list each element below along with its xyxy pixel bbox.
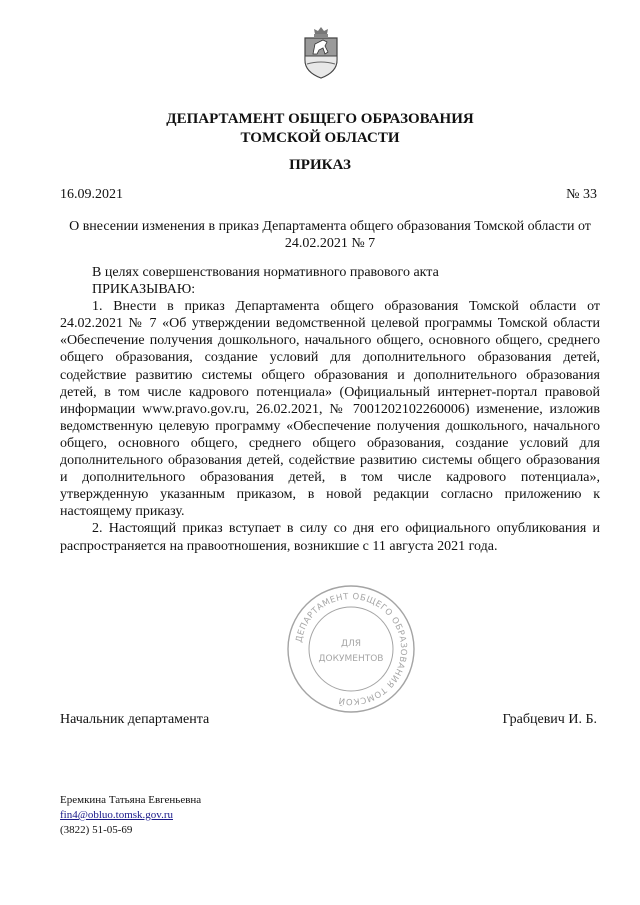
order-body [60, 264, 600, 555]
official-stamp [285, 583, 417, 715]
department-title-line2: ТОМСКОЙ ОБЛАСТИ [240, 130, 400, 146]
signatory-name: Грабцевич И. Б. [502, 712, 597, 727]
order-date: 16.09.2021 [60, 187, 123, 202]
executor-phone: (3822) 51-05-69 [60, 824, 133, 836]
coat-of-arms-emblem [301, 26, 341, 80]
item-1: 1. Внести в приказ Департамента общего образования Томской области от 24.02.2021 № 7 «Об утверждении ведомственной целевой программы Томской области «Обеспечение получения дошкольного, начального общего, основного общего, среднего общего образования, создание условий для дополнительного образования детей, содействие развитию системы общего образования и дополнительного образования детей, в том числе кадрового потенциала» (Официальный интернет-портал правовой информации www.pravo.gov.ru, 26.02.2021, № 7001202102260006) изменение, изложив ведомственную целевую программу «Обеспечение получения дошкольного, начального общего, основного общего, среднего общего образования, создание условий для дополнительного образования детей, содействие развитию системы общего образования и дополнительного образования детей, в том числе кадрового потенциала», утвержденную указанным приказом, в новой редакции согласно приложению к настоящему приказу. [60, 299, 600, 520]
executor-block [60, 793, 201, 838]
order-word: ПРИКАЗЫВАЮ: [92, 282, 196, 298]
item-2: 2. Настоящий приказ вступает в силу со дня его официального опубликования и распространяется на правоотношения, возникшие с 11 августа 2021 года. [60, 521, 600, 554]
department-title-line1: ДЕПАРТАМЕНТ ОБЩЕГО ОБРАЗОВАНИЯ [166, 111, 474, 127]
stamp-center-line1: ДЛЯ [340, 639, 362, 649]
order-subject: О внесении изменения в приказ Департамента общего образования Томской области от 24.02.2021 № 7 [69, 219, 591, 251]
document-type-title: ПРИКАЗ [289, 157, 351, 173]
stamp-center-line2: ДОКУМЕНТОВ [318, 654, 384, 664]
stamp-ring-text: ДЕПАРТАМЕНТ ОБЩЕГО ОБРАЗОВАНИЯ ТОМСКОЙ [294, 591, 409, 707]
signatory-position: Начальник департамента [60, 712, 210, 727]
executor-name: Еремкина Татьяна Евгеньевна [60, 794, 202, 806]
executor-email-link[interactable]: fin4@obluo.tomsk.gov.ru [60, 809, 173, 821]
svg-text:ДЕПАРТАМЕНТ ОБЩЕГО ОБРАЗОВАНИЯ [294, 592, 408, 708]
order-number: № 33 [566, 187, 597, 202]
preamble: В целях совершенствования нормативного правового акта [92, 265, 439, 280]
